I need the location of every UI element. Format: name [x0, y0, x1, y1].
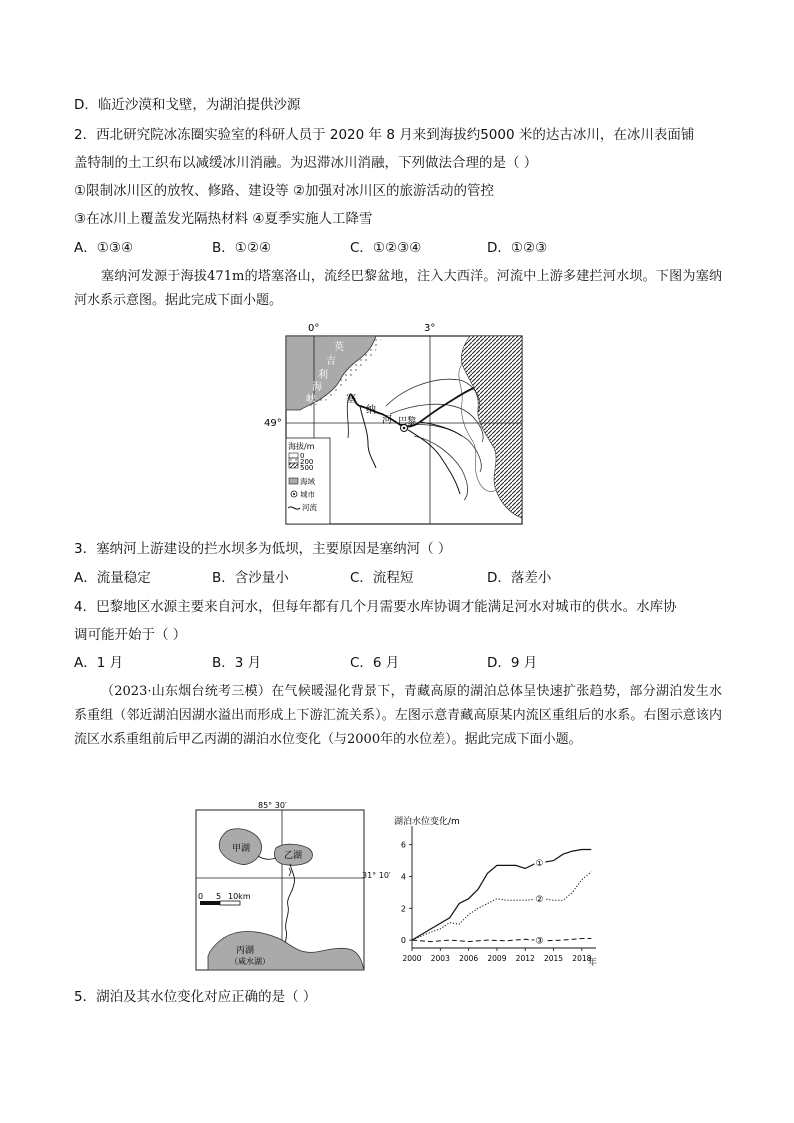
q2-option-c: C．①②③④: [350, 240, 422, 256]
x-tick-label: 2015: [543, 954, 564, 963]
latitude-label: 31° 10′: [362, 871, 391, 880]
x-tick-label: 2018: [572, 954, 592, 963]
river-label-char: 塞: [346, 394, 356, 405]
legend-0: 0: [300, 452, 305, 460]
lake-level-chart: [390, 808, 605, 970]
y-tick-label: 6: [400, 840, 406, 850]
legend-city: 城市: [300, 490, 315, 499]
river-label-char: 纳: [366, 405, 376, 416]
q5-stem: 5．湖泊及其水位变化对应正确的是（ ）: [74, 989, 317, 1005]
longitude-label: 85° 30′: [258, 801, 287, 810]
series-line-2: [412, 872, 591, 940]
chart-xunit: 年: [588, 958, 598, 968]
q3-option-c: C．流程短: [350, 570, 414, 586]
q4-option-a: A．1 月: [74, 655, 124, 671]
series-line-3: [412, 939, 591, 942]
sea-label-char: 峡: [306, 394, 316, 405]
x-tick-label: 2003: [430, 954, 450, 963]
q3-stem: 3．塞纳河上游建设的拦水坝多为低坝，主要原因是塞纳河（ ）: [74, 541, 452, 557]
q4-stem-line2: 调可能开始于（ ）: [74, 627, 187, 643]
x-tick-label: 2006: [459, 954, 479, 963]
scale-0: 0: [198, 892, 204, 901]
q3-option-a: A．流量稳定: [74, 570, 151, 586]
sea-label-char: 利: [318, 370, 328, 381]
seine-river-map: [264, 318, 524, 526]
longitude-0-label: 0°: [308, 323, 320, 334]
series-label-3: ③: [535, 936, 544, 947]
latitude-49-label: 49°: [264, 418, 282, 429]
chart-ylabel: 湖泊水位变化/m: [394, 817, 460, 827]
q4-option-b: B．3 月: [212, 655, 262, 671]
q4-option-d: D．9 月: [487, 655, 538, 671]
lake-bing-label: 丙湖: [236, 946, 255, 956]
series-line-1: [412, 850, 591, 941]
intro-tibet-lakes: （2023·山东烟台统考三模）在气候暖湿化背景下，青藏高原的湖泊总体呈快速扩张趋势，部分湖泊发生水系重组（邻近湖泊因湖水溢出而形成上下游汇流关系）。左图示意青藏高原某内流区重组后的水系。右图示意该内流区水系重组前后甲乙丙湖的湖泊水位变化（与2000年的水位差）。据此完成下面小题。: [74, 684, 722, 747]
river-label-char: 河: [382, 415, 392, 426]
legend-river: 河流: [302, 503, 317, 512]
scale-10km: 10km: [228, 892, 251, 901]
intro-seine: 塞纳河发源于海拔471m的塔塞洛山，流经巴黎盆地，注入大西洋。河流中上游多建拦河水坝。下图为塞纳河水系示意图。据此完成下面小题。: [74, 269, 722, 308]
x-tick-label: 2000: [402, 954, 422, 963]
x-tick-label: 2012: [515, 954, 535, 963]
x-tick-label: 2009: [487, 954, 507, 963]
series-label-1: ①: [535, 858, 544, 869]
legend-500: 500: [300, 464, 314, 472]
sea-label-char: 英: [334, 342, 344, 353]
y-tick-label: 0: [400, 936, 406, 946]
q2-stem-line2: 盖特制的土工织布以减缓冰川消融。为迟滞冰川消融，下列做法合理的是（ ）: [74, 155, 538, 171]
q4-stem-line1: 4．巴黎地区水源主要来自河水，但每年都有几个月需要水库协调才能满足河水对城市的供水。水库协: [74, 599, 677, 615]
legend-sea: 海域: [300, 477, 315, 486]
longitude-3-label: 3°: [424, 323, 436, 334]
lake-yi-label: 乙湖: [284, 851, 303, 861]
q2-option-b: B．①②④: [212, 240, 272, 256]
q4-option-c: C．6 月: [350, 655, 400, 671]
legend-title: 海拔/m: [288, 442, 315, 451]
q1-option-d: D．临近沙漠和戈壁，为湖泊提供沙源: [74, 97, 301, 113]
map-legend: [286, 438, 330, 524]
sea-label-char: 吉: [326, 356, 336, 367]
q2-statement-3-4: ③在冰川上覆盖发光隔热材料 ④夏季实施人工降雪: [74, 211, 373, 227]
y-tick-label: 2: [400, 904, 406, 914]
y-tick-label: 4: [400, 872, 406, 882]
q2-option-d: D．①②③: [487, 240, 548, 256]
q2-stem-line1: 2．西北研究院冰冻圈实验室的科研人员于 2020 年 8 月来到海拔约5000 米的达古冰川，在冰川表面铺: [74, 127, 695, 143]
q2-statement-1-2: ①限制冰川区的放牧、修路、建设等 ②加强对冰川区的旅游活动的管控: [74, 183, 494, 199]
q3-option-d: D．落差小: [487, 570, 552, 586]
q3-option-b: B．含沙量小: [212, 570, 289, 586]
q2-option-a: A．①③④: [74, 240, 134, 256]
legend-200: 200: [300, 458, 314, 466]
series-label-2: ②: [535, 895, 544, 906]
scale-5: 5: [216, 892, 222, 901]
lake-system-map: [190, 800, 370, 972]
lake-jia-label: 甲湖: [232, 844, 251, 854]
paris-label: 巴黎: [398, 417, 417, 427]
sea-label-char: 海: [312, 382, 322, 393]
lake-bing-sublabel: （咸水湖）: [230, 957, 270, 966]
